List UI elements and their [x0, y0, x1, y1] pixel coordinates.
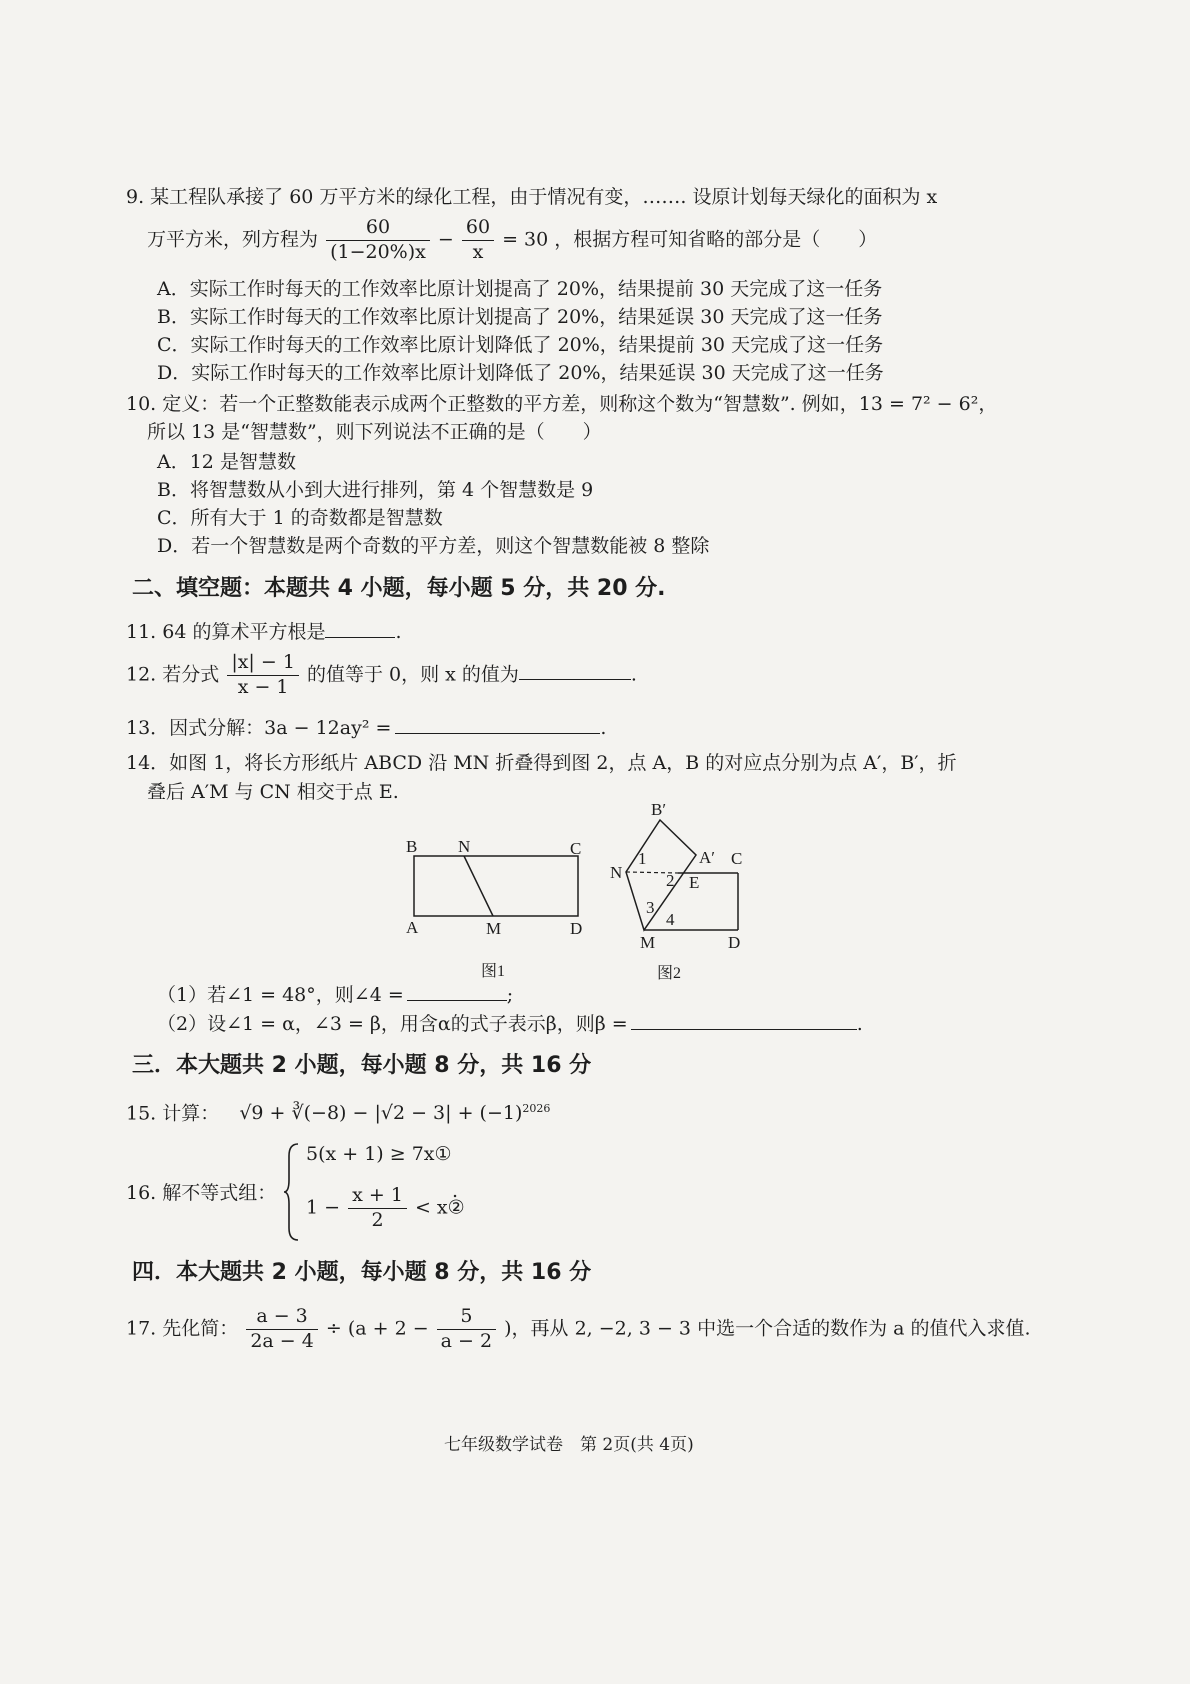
- q13-text: 13．因式分解：3a − 12ay² =: [126, 717, 392, 739]
- q17-fraction-1: [246, 1305, 318, 1354]
- q16-ineq2-numerator: x + 1: [348, 1184, 407, 1209]
- q9-option-c: C．实际工作时每天的工作效率比原计划降低了 20%，结果提前 30 天完成了这一任务: [157, 334, 884, 356]
- q17-prefix: 17. 先化简：: [126, 1317, 239, 1340]
- q12-numerator: |x| − 1: [227, 651, 299, 676]
- fig1-label-m: M: [486, 919, 502, 938]
- q16-inequality-2: [306, 1184, 465, 1233]
- q9-prefix: 万平方米，列方程为: [147, 228, 319, 251]
- q14-line1: 14．如图 1，将长方形纸片 ABCD 沿 MN 折叠得到图 2，点 A，B 的对应点分别为点 A′，B′，折: [126, 752, 957, 774]
- fig1-label-d: D: [570, 919, 583, 938]
- q10-option-a: A．12 是智慧数: [157, 451, 296, 473]
- fig2-caption: 图2: [657, 965, 682, 982]
- section-4-heading: 四．本大题共 2 小题，每小题 8 分，共 16 分: [132, 1260, 592, 1285]
- q12-answer-blank[interactable]: [519, 678, 631, 680]
- q16-ineq2-fraction: [348, 1184, 407, 1233]
- q17-frac1-numerator: a − 3: [246, 1305, 318, 1330]
- q17-frac2-numerator: 5: [437, 1305, 496, 1330]
- q14-sub2: [157, 1013, 863, 1036]
- q12-end: .: [630, 663, 637, 686]
- q9-frac2-denominator: x: [472, 240, 484, 263]
- q16-brace: [282, 1140, 302, 1244]
- q13-answer-blank[interactable]: [395, 732, 600, 734]
- q16-inequality-1: 5(x + 1) ≥ 7x①: [306, 1143, 452, 1165]
- q16-ineq2-post: < x②: [414, 1196, 465, 1219]
- fig2-label-a-prime: A′: [699, 848, 715, 867]
- q9-fraction-1: [326, 216, 430, 265]
- page-footer: 七年级数学试卷 第 2页(共 4页): [444, 1435, 694, 1455]
- q10-option-c: C．所有大于 1 的奇数都是智慧数: [157, 507, 443, 529]
- fig1-label-n: N: [458, 837, 471, 856]
- fig1-label-c: C: [570, 839, 582, 858]
- q14-sub1-end: ;: [506, 984, 514, 1006]
- q14-line2: 叠后 A′M 与 CN 相交于点 E.: [147, 781, 399, 803]
- q9-option-b: B．实际工作时每天的工作效率比原计划提高了 20%，结果延误 30 天完成了这一任务: [157, 306, 883, 328]
- q11: [126, 621, 402, 644]
- figure-1: [396, 826, 606, 986]
- q16-ineq2-denominator: 2: [371, 1208, 384, 1231]
- q11-answer-blank[interactable]: [325, 636, 395, 638]
- q9-frac1-denominator: (1−20%)x: [330, 240, 426, 263]
- fig2-label-e: E: [689, 873, 700, 892]
- fig2-label-2: 2: [666, 871, 675, 890]
- q10-line1: 10. 定义：若一个正整数能表示成两个正整数的平方差，则称这个数为“智慧数”. 例如，13 = 7² − 6²，: [126, 393, 998, 415]
- q12: [126, 651, 637, 700]
- fig2-label-d: D: [728, 933, 741, 952]
- q9-equation-line: [147, 216, 877, 265]
- q14-sub2-end: .: [856, 1013, 863, 1035]
- q12-denominator: x − 1: [237, 675, 289, 698]
- fig2-folded-flap: [626, 820, 696, 930]
- fig2-label-1: 1: [638, 849, 647, 868]
- q9-minus: −: [437, 228, 454, 251]
- fig2-label-4: 4: [666, 910, 675, 929]
- q9-option-d: D．实际工作时每天的工作效率比原计划降低了 20%，结果延误 30 天完成了这一任务: [157, 362, 884, 384]
- q9-frac1-numerator: 60: [326, 216, 430, 241]
- q12-fraction: [227, 651, 299, 700]
- q17-frac1-denominator: 2a − 4: [250, 1329, 314, 1352]
- fig2-label-3: 3: [646, 898, 655, 917]
- fig2-label-b-prime: B′: [651, 800, 667, 819]
- q14-sub2-text: （2）设∠1 = α，∠3 = β，用含α的式子表示β，则β =: [157, 1013, 628, 1035]
- q15: [126, 1102, 550, 1125]
- q9-line1: 9. 某工程队承接了 60 万平方米的绿化工程，由于情况有变，……. 设原计划每天绿化的面积为 x: [126, 186, 938, 208]
- q14-sub1-text: （1）若∠1 = 48°，则∠4 =: [157, 984, 404, 1006]
- q17-suffix: )，再从 2, −2, 3 − 3 中选一个合适的数作为 a 的值代入求值.: [504, 1317, 1031, 1340]
- q15-expression: √9 + ∛(−8) − |√2 − 3| + (−1): [239, 1102, 523, 1125]
- q9-fraction-2: [462, 216, 494, 265]
- q15-label: 15. 计算：: [126, 1102, 220, 1125]
- q9-option-a: A．实际工作时每天的工作效率比原计划提高了 20%，结果提前 30 天完成了这一任务: [157, 278, 883, 300]
- q12-prefix: 12. 若分式: [126, 663, 220, 686]
- q17-middle: ÷ (a + 2 −: [325, 1317, 429, 1340]
- q10-line2: 所以 13 是“智慧数”，则下列说法不正确的是（ ）: [147, 421, 602, 443]
- q10-option-d: D．若一个智慧数是两个奇数的平方差，则这个智慧数能被 8 整除: [157, 535, 710, 557]
- q17-fraction-2: [437, 1305, 496, 1354]
- fig2-label-n: N: [610, 863, 623, 882]
- q9-suffix: ，根据方程可知省略的部分是（ ）: [554, 228, 878, 251]
- q17: [126, 1305, 1031, 1354]
- fig2-label-c: C: [731, 849, 743, 868]
- fig2-label-m: M: [640, 933, 656, 952]
- q9-frac2-numerator: 60: [462, 216, 494, 241]
- q16-ineq2-pre: 1 −: [306, 1196, 341, 1219]
- q14-sub2-answer-blank[interactable]: [631, 1028, 857, 1030]
- q14-sub1-answer-blank[interactable]: [407, 999, 507, 1001]
- q13: [126, 717, 606, 740]
- q11-text: 11. 64 的算术平方根是: [126, 621, 326, 643]
- section-2-heading: 二、填空题：本题共 4 小题，每小题 5 分，共 20 分.: [132, 576, 666, 601]
- figure-2: [604, 800, 764, 986]
- fig1-rectangle: [414, 856, 578, 916]
- fig1-caption: 图1: [481, 963, 506, 980]
- q16-label: 16. 解不等式组：: [126, 1182, 277, 1204]
- q10-option-b: B．将智慧数从小到大进行排列，第 4 个智慧数是 9: [157, 479, 594, 501]
- q16-end: .: [452, 1180, 459, 1202]
- q17-frac2-denominator: a − 2: [440, 1329, 493, 1352]
- fig1-fold-line: [464, 856, 493, 916]
- q13-end: .: [600, 717, 607, 739]
- section-3-heading: 三．本大题共 2 小题，每小题 8 分，共 16 分: [132, 1053, 592, 1078]
- q9-equals: = 30: [502, 228, 549, 251]
- q14-sub1: [157, 984, 513, 1007]
- q12-suffix: 的值等于 0，则 x 的值为: [306, 663, 519, 686]
- q11-end: .: [395, 621, 402, 643]
- q15-exponent: 2026: [522, 1102, 551, 1115]
- fig1-label-a: A: [406, 918, 419, 937]
- fig1-label-b: B: [406, 837, 418, 856]
